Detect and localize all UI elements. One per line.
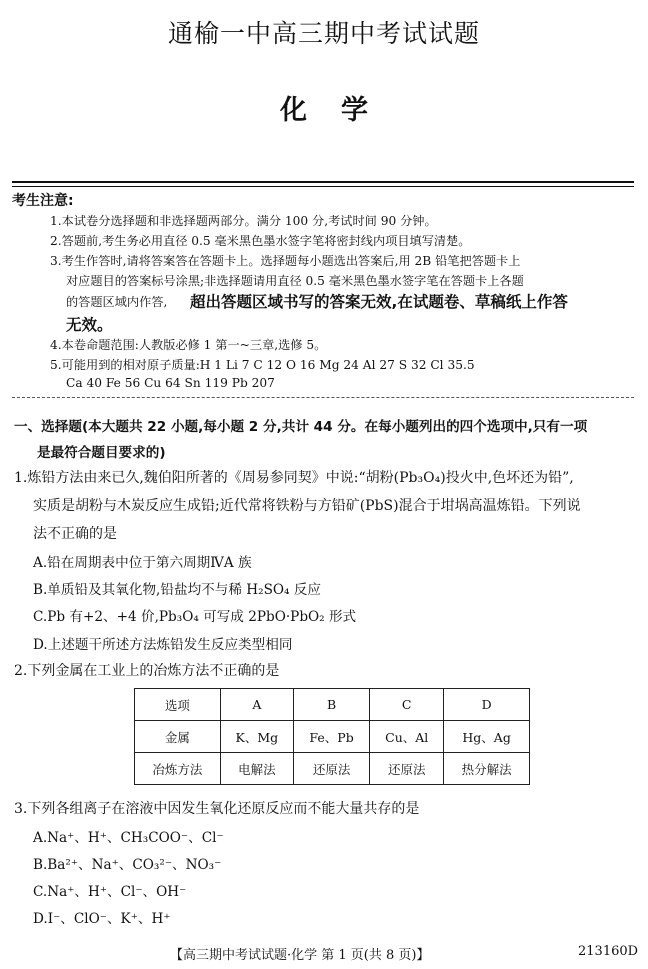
table-row xyxy=(135,753,530,785)
notice-item: 2.答题前,考生务必用直径 0.5 毫米黑色墨水签字笔将密封线内项目填写清楚。 xyxy=(50,234,471,248)
table-cell: Fe、Pb xyxy=(294,721,370,753)
question-1-option-a: A.铅在周期表中位于第六周期ⅣA 族 xyxy=(33,555,252,571)
notice-bold-warning-end: 无效。 xyxy=(66,316,113,334)
question-1-option-d: D.上述题干所述方法炼铅发生反应类型相同 xyxy=(33,637,293,653)
question-3-option-c: C.Na⁺、H⁺、Cl⁻、OH⁻ xyxy=(33,884,187,900)
notice-bold-warning: 超出答题区域书写的答案无效,在试题卷、草稿纸上作答 xyxy=(190,293,568,311)
page-footer: 【高三期中考试试题·化学 第 1 页(共 8 页)】 xyxy=(170,948,430,963)
smelting-methods-table xyxy=(134,688,530,785)
divider-top xyxy=(12,181,634,183)
question-3-stem: 3.下列各组离子在溶液中因发生氧化还原反应而不能大量共存的是 xyxy=(14,801,420,817)
subject-title: 化学 xyxy=(280,95,402,126)
section-heading-cont: 是最符合题目要求的) xyxy=(37,445,166,461)
notice-item: 4.本卷命题范围:人教版必修 1 第一~三章,选修 5。 xyxy=(50,338,327,352)
notice-item: 5.可能用到的相对原子质量:H 1 Li 7 C 12 O 16 Mg 24 Al 27 S 32 Cl 35.5 xyxy=(50,358,475,372)
question-1-option-b: B.单质铅及其氧化物,铅盐均不与稀 H₂SO₄ 反应 xyxy=(33,582,321,598)
table-row xyxy=(135,689,530,721)
question-1-stem: 1.炼铅方法由来已久,魏伯阳所著的《周易参同契》中说:“胡粉(Pb₃O₄)投火中,色坏还为铅”, xyxy=(14,470,574,486)
table-cell: 还原法 xyxy=(294,753,370,785)
section-heading: 一、选择题(本大题共 22 小题,每小题 2 分,共计 44 分。在每小题列出的四个选项中,只有一项 xyxy=(14,419,588,435)
question-3-option-a: A.Na⁺、H⁺、CH₃COO⁻、Cl⁻ xyxy=(33,830,224,846)
question-3-option-b: B.Ba²⁺、Na⁺、CO₃²⁻、NO₃⁻ xyxy=(33,857,222,873)
table-cell: 热分解法 xyxy=(444,753,530,785)
table-row xyxy=(135,721,530,753)
question-1-stem-cont: 法不正确的是 xyxy=(33,526,117,542)
table-cell: B xyxy=(294,689,370,721)
paper-code: 213160D xyxy=(578,944,639,959)
divider-dashed xyxy=(12,397,634,398)
exam-title: 通榆一中高三期中考试试题 xyxy=(167,19,480,48)
table-cell: K、Mg xyxy=(220,721,293,753)
notice-heading: 考生注意: xyxy=(12,193,74,209)
table-cell: C xyxy=(370,689,444,721)
divider-top-thin xyxy=(12,186,634,187)
table-cell: 电解法 xyxy=(220,753,293,785)
table-cell: 冶炼方法 xyxy=(135,753,221,785)
table-cell: 选项 xyxy=(135,689,221,721)
notice-item: Ca 40 Fe 56 Cu 64 Sn 119 Pb 207 xyxy=(66,376,275,390)
question-3-option-d: D.I⁻、ClO⁻、K⁺、H⁺ xyxy=(33,911,171,927)
table-cell: D xyxy=(444,689,530,721)
table-cell: A xyxy=(220,689,293,721)
notice-item: 对应题目的答案标号涂黑;非选择题请用直径 0.5 毫米黑色墨水签字笔在答题卡上各题 xyxy=(66,274,524,288)
notice-item: 1.本试卷分选择题和非选择题两部分。满分 100 分,考试时间 90 分钟。 xyxy=(50,214,437,228)
question-2-stem: 2.下列金属在工业上的冶炼方法不正确的是 xyxy=(14,663,280,679)
table-cell: Hg、Ag xyxy=(444,721,530,753)
notice-item: 的答题区域内作答, xyxy=(66,295,168,309)
table-cell: 金属 xyxy=(135,721,221,753)
question-1-stem-cont: 实质是胡粉与木炭反应生成铅;近代常将铁粉与方铅矿(PbS)混合于坩埚高温炼铅。下列说 xyxy=(33,498,581,514)
table-cell: Cu、Al xyxy=(370,721,444,753)
table-cell: 还原法 xyxy=(370,753,444,785)
notice-item: 3.考生作答时,请将答案答在答题卡上。选择题每小题选出答案后,用 2B 铅笔把答题卡上 xyxy=(50,254,521,268)
question-1-option-c: C.Pb 有+2、+4 价,Pb₃O₄ 可写成 2PbO·PbO₂ 形式 xyxy=(33,609,357,625)
